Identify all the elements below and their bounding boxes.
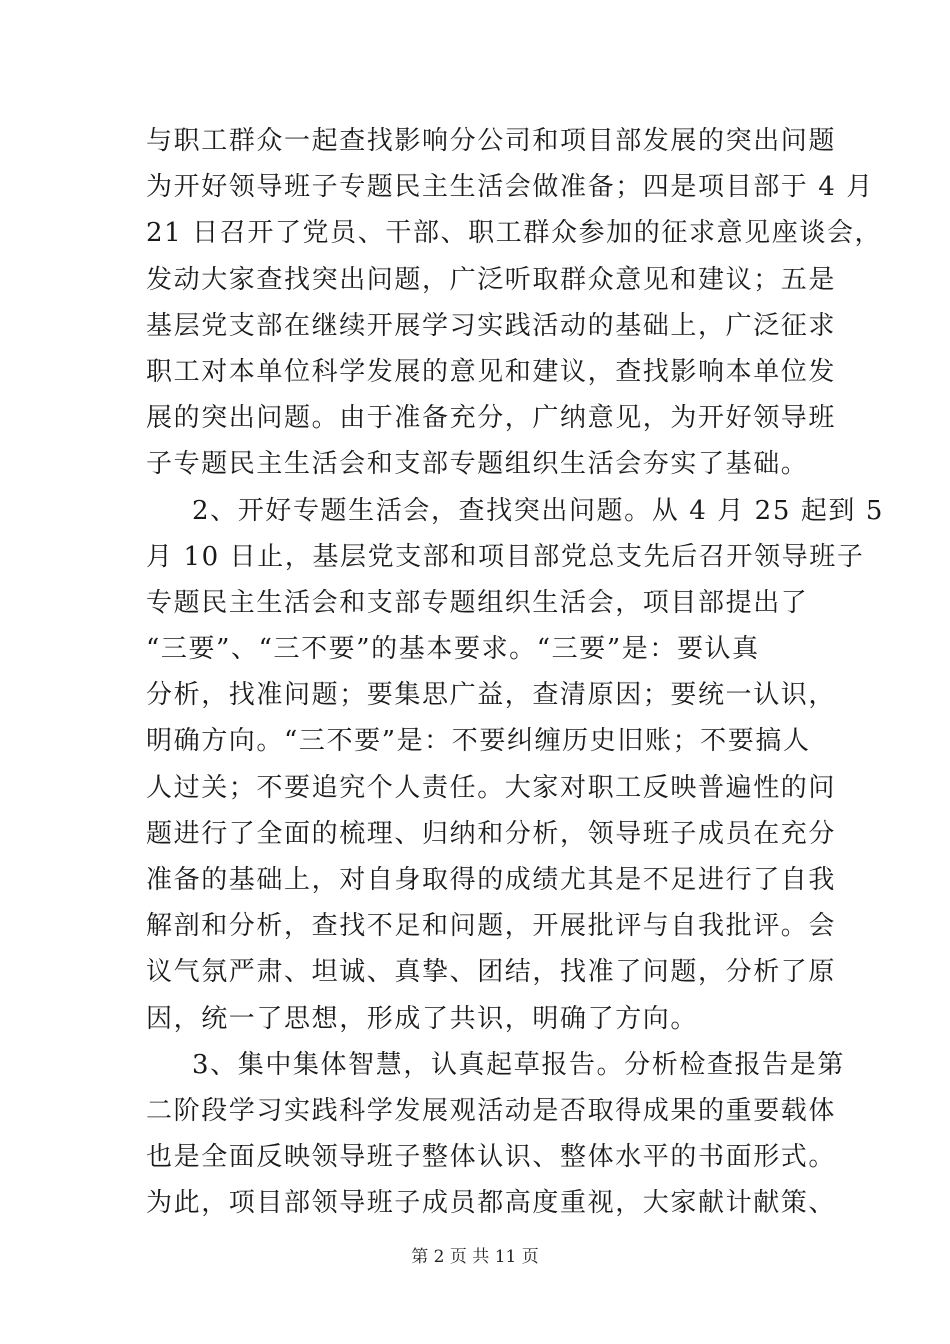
text-line: 与职工群众一起查找影响分公司和项目部发展的突出问题 <box>146 126 837 156</box>
text-line: 解剖和分析，查找不足和问题，开展批评与自我批评。会 <box>146 911 837 942</box>
text-line: 专题民主生活会和支部专题组织生活会，项目部提出了 <box>146 587 809 618</box>
text-line: 2、开好专题生活会，查找突出问题。从 4 月 25 起到 5 <box>192 495 885 526</box>
text-line: 职工对本单位科学发展的意见和建议，查找影响本单位发 <box>146 356 837 387</box>
text-line: 明确方向。“三不要”是：不要纠缠历史旧账；不要搞人 <box>146 726 811 757</box>
text-line: 发动大家查找突出问题，广泛听取群众意见和建议；五是 <box>146 264 837 295</box>
text-line: 月 10 日止，基层党支部和项目部党总支先后召开领导班子 <box>146 541 865 572</box>
text-line: 人过关；不要追究个人责任。大家对职工反映普遍性的问 <box>146 772 837 803</box>
text-line: 因，统一了思想，形成了共识，明确了方向。 <box>146 1003 699 1034</box>
body-text <box>146 118 885 1227</box>
text-line: 分析，找准问题；要集思广益，查清原因；要统一认识， <box>146 680 837 711</box>
text-line: 21 日召开了党员、干部、职工群众参加的征求意见座谈会， <box>146 218 883 249</box>
text-line: 题进行了全面的梳理、归纳和分析，领导班子成员在充分 <box>146 818 837 849</box>
text-line: 也是全面反映领导班子整体认识、整体水平的书面形式。 <box>146 1142 837 1173</box>
text-line: 展的突出问题。由于准备充分，广纳意见，为开好领导班 <box>146 403 837 434</box>
text-line: 3、集中集体智慧，认真起草报告。分析检查报告是第 <box>192 1049 845 1080</box>
text-line: “三要”、“三不要”的基本要求。“三要”是：要认真 <box>146 634 760 665</box>
text-line: 为开好领导班子专题民主生活会做准备；四是项目部于 4 月 <box>146 172 874 203</box>
text-line: 为此，项目部领导班子成员都高度重视，大家献计献策、 <box>146 1188 837 1219</box>
text-line: 基层党支部在继续开展学习实践活动的基础上，广泛征求 <box>146 310 837 341</box>
text-line: 二阶段学习实践科学发展观活动是否取得成果的重要载体 <box>146 1095 837 1126</box>
text-line: 议气氛严肃、坦诚、真挚、团结，找准了问题，分析了原 <box>146 957 837 988</box>
page-footer: 第 2 页 共 11 页 <box>411 1247 539 1267</box>
text-line: 子专题民主生活会和支部专题组织生活会夯实了基础。 <box>146 449 809 480</box>
text-line: 准备的基础上，对自身取得的成绩尤其是不足进行了自我 <box>146 865 837 895</box>
